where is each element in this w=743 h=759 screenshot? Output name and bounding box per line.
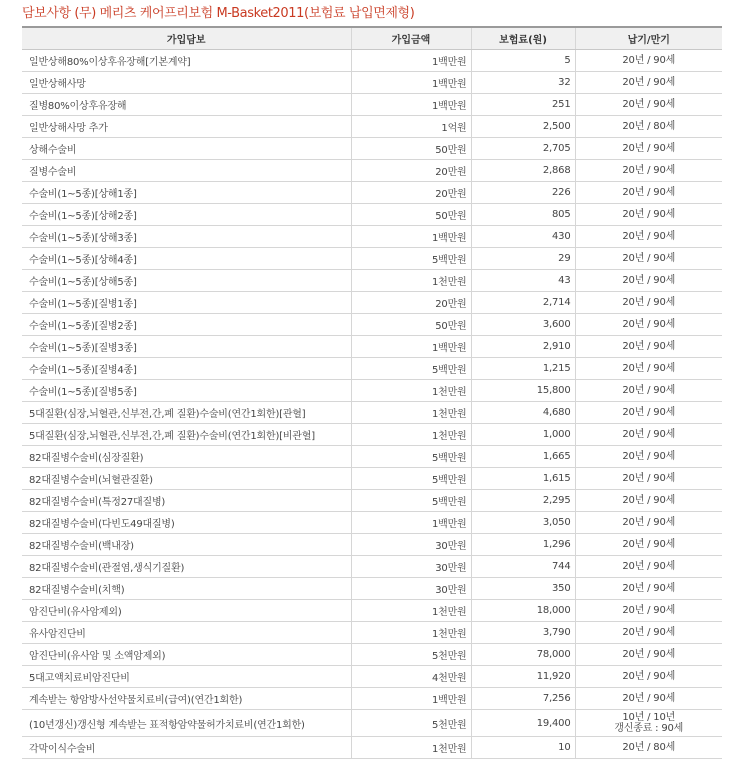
table-row bbox=[22, 490, 722, 512]
premium-cell: 78,000 bbox=[471, 644, 575, 666]
premium-cell: 3,600 bbox=[471, 314, 575, 336]
premium-cell: 10 bbox=[471, 737, 575, 759]
amount-cell: 30만원 bbox=[351, 534, 471, 556]
coverage-name-cell: 수술비(1~5종)[상해4종] bbox=[22, 248, 351, 270]
amount-cell: 20만원 bbox=[351, 160, 471, 182]
table-row bbox=[22, 710, 722, 737]
table-row bbox=[22, 116, 722, 138]
term-cell bbox=[575, 556, 722, 578]
term-cell bbox=[575, 336, 722, 358]
table-row bbox=[22, 688, 722, 710]
premium-cell: 29 bbox=[471, 248, 575, 270]
premium-cell: 2,500 bbox=[471, 116, 575, 138]
coverage-name-cell: 수술비(1~5종)[상해1종] bbox=[22, 182, 351, 204]
coverage-name-cell: 82대질병수술비(특정27대질병) bbox=[22, 490, 351, 512]
table-row bbox=[22, 737, 722, 759]
term-cell bbox=[575, 688, 722, 710]
premium-cell: 226 bbox=[471, 182, 575, 204]
table-row bbox=[22, 622, 722, 644]
amount-cell: 50만원 bbox=[351, 204, 471, 226]
premium-cell: 1,000 bbox=[471, 424, 575, 446]
term-cell bbox=[575, 292, 722, 314]
amount-cell: 1천만원 bbox=[351, 270, 471, 292]
amount-cell: 5백만원 bbox=[351, 358, 471, 380]
amount-cell: 1백만원 bbox=[351, 50, 471, 72]
coverage-name-cell: 82대질병수술비(관절염,생식기질환) bbox=[22, 556, 351, 578]
premium-cell: 1,296 bbox=[471, 534, 575, 556]
term-line: 20년 / 90세 bbox=[622, 77, 676, 88]
term-line: 20년 / 90세 bbox=[622, 451, 676, 462]
table-row bbox=[22, 556, 722, 578]
premium-cell: 2,705 bbox=[471, 138, 575, 160]
premium-cell: 18,000 bbox=[471, 600, 575, 622]
term-line: 10년 / 10년 bbox=[622, 712, 676, 723]
table-row bbox=[22, 94, 722, 116]
amount-cell: 1천만원 bbox=[351, 424, 471, 446]
premium-cell: 430 bbox=[471, 226, 575, 248]
premium-cell: 1,665 bbox=[471, 446, 575, 468]
table-row bbox=[22, 380, 722, 402]
term-cell bbox=[575, 380, 722, 402]
coverage-name-cell: 수술비(1~5종)[질병1종] bbox=[22, 292, 351, 314]
term-cell bbox=[575, 666, 722, 688]
amount-cell: 20만원 bbox=[351, 182, 471, 204]
coverage-name-cell: 계속받는 항암방사선약물치료비(급여)(연간1회한) bbox=[22, 688, 351, 710]
coverage-name-cell: 수술비(1~5종)[질병5종] bbox=[22, 380, 351, 402]
coverage-name-cell: 수술비(1~5종)[질병4종] bbox=[22, 358, 351, 380]
term-cell bbox=[575, 204, 722, 226]
term-cell bbox=[575, 270, 722, 292]
coverage-name-cell: 일반상해80%이상후유장해[기본계약] bbox=[22, 50, 351, 72]
table-row bbox=[22, 226, 722, 248]
term-line: 20년 / 90세 bbox=[622, 275, 676, 286]
term-line: 20년 / 90세 bbox=[622, 605, 676, 616]
amount-cell: 30만원 bbox=[351, 578, 471, 600]
premium-cell: 2,868 bbox=[471, 160, 575, 182]
term-cell bbox=[575, 578, 722, 600]
term-line: 20년 / 80세 bbox=[622, 742, 676, 753]
amount-cell: 1백만원 bbox=[351, 688, 471, 710]
term-line: 20년 / 90세 bbox=[622, 407, 676, 418]
table-row bbox=[22, 578, 722, 600]
table-row bbox=[22, 314, 722, 336]
coverage-name-cell: 5대질환(심장,뇌혈관,신부전,간,폐 질환)수술비(연간1회한)[관혈] bbox=[22, 402, 351, 424]
premium-cell: 15,800 bbox=[471, 380, 575, 402]
term-cell bbox=[575, 490, 722, 512]
term-cell bbox=[575, 737, 722, 759]
premium-cell: 2,295 bbox=[471, 490, 575, 512]
coverage-name-cell: 각막이식수술비 bbox=[22, 737, 351, 759]
amount-cell: 1백만원 bbox=[351, 336, 471, 358]
term-line: 20년 / 90세 bbox=[622, 231, 676, 242]
term-cell bbox=[575, 644, 722, 666]
amount-cell: 5천만원 bbox=[351, 644, 471, 666]
term-line: 20년 / 90세 bbox=[622, 143, 676, 154]
coverage-name-cell: (10년갱신)갱신형 계속받는 표적항암약물허가치료비(연간1회한) bbox=[22, 710, 351, 737]
premium-cell: 251 bbox=[471, 94, 575, 116]
table-row bbox=[22, 512, 722, 534]
term-line: 20년 / 90세 bbox=[622, 495, 676, 506]
amount-cell: 1백만원 bbox=[351, 72, 471, 94]
coverage-name-cell: 상해수술비 bbox=[22, 138, 351, 160]
amount-cell: 5천만원 bbox=[351, 710, 471, 737]
table-row bbox=[22, 138, 722, 160]
term-cell bbox=[575, 534, 722, 556]
coverage-name-cell: 암진단비(유사암제외) bbox=[22, 600, 351, 622]
amount-cell: 1백만원 bbox=[351, 94, 471, 116]
table-row bbox=[22, 50, 722, 72]
coverage-name-cell: 유사암진단비 bbox=[22, 622, 351, 644]
term-cell bbox=[575, 94, 722, 116]
amount-cell: 5백만원 bbox=[351, 468, 471, 490]
amount-cell: 1천만원 bbox=[351, 600, 471, 622]
coverage-name-cell: 82대질병수술비(뇌혈관질환) bbox=[22, 468, 351, 490]
term-line: 20년 / 90세 bbox=[622, 99, 676, 110]
term-cell bbox=[575, 446, 722, 468]
header-term: 납기/만기 bbox=[575, 27, 722, 50]
coverage-name-cell: 82대질병수술비(백내장) bbox=[22, 534, 351, 556]
amount-cell: 1천만원 bbox=[351, 380, 471, 402]
table-row bbox=[22, 534, 722, 556]
coverage-name-cell: 수술비(1~5종)[상해3종] bbox=[22, 226, 351, 248]
term-cell bbox=[575, 160, 722, 182]
term-cell bbox=[575, 468, 722, 490]
table-row bbox=[22, 160, 722, 182]
table-header-row bbox=[22, 27, 722, 50]
header-coverage: 가입담보 bbox=[22, 27, 351, 50]
term-line: 20년 / 90세 bbox=[622, 319, 676, 330]
table-row bbox=[22, 72, 722, 94]
term-cell bbox=[575, 600, 722, 622]
coverage-name-cell: 82대질병수술비(심장질환) bbox=[22, 446, 351, 468]
term-cell bbox=[575, 72, 722, 94]
coverage-name-cell: 질병80%이상후유장해 bbox=[22, 94, 351, 116]
premium-cell: 2,714 bbox=[471, 292, 575, 314]
amount-cell: 50만원 bbox=[351, 314, 471, 336]
amount-cell: 5백만원 bbox=[351, 446, 471, 468]
premium-cell: 1,215 bbox=[471, 358, 575, 380]
coverage-name-cell: 82대질병수술비(치핵) bbox=[22, 578, 351, 600]
amount-cell: 1억원 bbox=[351, 116, 471, 138]
term-cell bbox=[575, 710, 722, 737]
table-row bbox=[22, 446, 722, 468]
amount-cell: 5백만원 bbox=[351, 490, 471, 512]
coverage-name-cell: 일반상해사망 bbox=[22, 72, 351, 94]
term-cell bbox=[575, 248, 722, 270]
table-row bbox=[22, 666, 722, 688]
term-line: 20년 / 90세 bbox=[622, 539, 676, 550]
premium-cell: 3,050 bbox=[471, 512, 575, 534]
term-cell bbox=[575, 50, 722, 72]
premium-cell: 805 bbox=[471, 204, 575, 226]
term-line: 20년 / 90세 bbox=[622, 341, 676, 352]
term-cell bbox=[575, 424, 722, 446]
amount-cell: 50만원 bbox=[351, 138, 471, 160]
term-line: 20년 / 90세 bbox=[622, 671, 676, 682]
premium-cell: 350 bbox=[471, 578, 575, 600]
table-row bbox=[22, 644, 722, 666]
premium-cell: 43 bbox=[471, 270, 575, 292]
term-line: 20년 / 90세 bbox=[622, 583, 676, 594]
coverage-name-cell: 수술비(1~5종)[질병3종] bbox=[22, 336, 351, 358]
amount-cell: 30만원 bbox=[351, 556, 471, 578]
term-cell bbox=[575, 402, 722, 424]
term-cell bbox=[575, 182, 722, 204]
amount-cell: 1백만원 bbox=[351, 226, 471, 248]
table-row bbox=[22, 248, 722, 270]
table-row bbox=[22, 270, 722, 292]
term-cell bbox=[575, 138, 722, 160]
term-cell bbox=[575, 622, 722, 644]
term-line: 갱신종료 : 90세 bbox=[614, 723, 684, 734]
table-row bbox=[22, 358, 722, 380]
amount-cell: 1천만원 bbox=[351, 402, 471, 424]
coverage-name-cell: 질병수술비 bbox=[22, 160, 351, 182]
coverage-name-cell: 일반상해사망 추가 bbox=[22, 116, 351, 138]
term-line: 20년 / 90세 bbox=[622, 209, 676, 220]
premium-cell: 11,920 bbox=[471, 666, 575, 688]
term-line: 20년 / 90세 bbox=[622, 363, 676, 374]
coverage-table bbox=[22, 26, 722, 759]
term-cell bbox=[575, 358, 722, 380]
coverage-name-cell: 82대질병수술비(다빈도49대질병) bbox=[22, 512, 351, 534]
table-row bbox=[22, 424, 722, 446]
table-row bbox=[22, 292, 722, 314]
term-line: 20년 / 90세 bbox=[622, 297, 676, 308]
table-row bbox=[22, 182, 722, 204]
header-amount: 가입금액 bbox=[351, 27, 471, 50]
term-cell bbox=[575, 314, 722, 336]
coverage-name-cell: 5대질환(심장,뇌혈관,신부전,간,폐 질환)수술비(연간1회한)[비관혈] bbox=[22, 424, 351, 446]
term-line: 20년 / 90세 bbox=[622, 517, 676, 528]
coverage-name-cell: 수술비(1~5종)[상해5종] bbox=[22, 270, 351, 292]
premium-cell: 19,400 bbox=[471, 710, 575, 737]
term-line: 20년 / 90세 bbox=[622, 693, 676, 704]
table-row bbox=[22, 204, 722, 226]
term-line: 20년 / 90세 bbox=[622, 55, 676, 66]
premium-cell: 7,256 bbox=[471, 688, 575, 710]
term-line: 20년 / 90세 bbox=[622, 385, 676, 396]
coverage-name-cell: 수술비(1~5종)[질병2종] bbox=[22, 314, 351, 336]
premium-cell: 1,615 bbox=[471, 468, 575, 490]
table-row bbox=[22, 336, 722, 358]
term-cell bbox=[575, 512, 722, 534]
premium-cell: 2,910 bbox=[471, 336, 575, 358]
term-line: 20년 / 90세 bbox=[622, 627, 676, 638]
table-row bbox=[22, 468, 722, 490]
header-premium: 보험료(원) bbox=[471, 27, 575, 50]
term-line: 20년 / 90세 bbox=[622, 253, 676, 264]
premium-cell: 744 bbox=[471, 556, 575, 578]
coverage-name-cell: 5대고액치료비암진단비 bbox=[22, 666, 351, 688]
term-cell bbox=[575, 116, 722, 138]
table-row bbox=[22, 402, 722, 424]
amount-cell: 1천만원 bbox=[351, 737, 471, 759]
amount-cell: 4천만원 bbox=[351, 666, 471, 688]
term-line: 20년 / 90세 bbox=[622, 165, 676, 176]
amount-cell: 20만원 bbox=[351, 292, 471, 314]
amount-cell: 1백만원 bbox=[351, 512, 471, 534]
term-cell bbox=[575, 226, 722, 248]
coverage-name-cell: 수술비(1~5종)[상해2종] bbox=[22, 204, 351, 226]
premium-cell: 5 bbox=[471, 50, 575, 72]
term-line: 20년 / 90세 bbox=[622, 561, 676, 572]
table-row bbox=[22, 600, 722, 622]
premium-cell: 4,680 bbox=[471, 402, 575, 424]
premium-cell: 32 bbox=[471, 72, 575, 94]
term-line: 20년 / 90세 bbox=[622, 649, 676, 660]
premium-cell: 3,790 bbox=[471, 622, 575, 644]
term-line: 20년 / 90세 bbox=[622, 187, 676, 198]
term-line: 20년 / 90세 bbox=[622, 473, 676, 484]
table-body bbox=[22, 50, 722, 759]
page-title: 담보사항 (무) 메리츠 케어프리보험 M-Basket2011(보험료 납입면제형) bbox=[22, 6, 415, 21]
coverage-name-cell: 암진단비(유사암 및 소액암제외) bbox=[22, 644, 351, 666]
amount-cell: 1천만원 bbox=[351, 622, 471, 644]
term-line: 20년 / 90세 bbox=[622, 429, 676, 440]
amount-cell: 5백만원 bbox=[351, 248, 471, 270]
term-line: 20년 / 80세 bbox=[622, 121, 676, 132]
